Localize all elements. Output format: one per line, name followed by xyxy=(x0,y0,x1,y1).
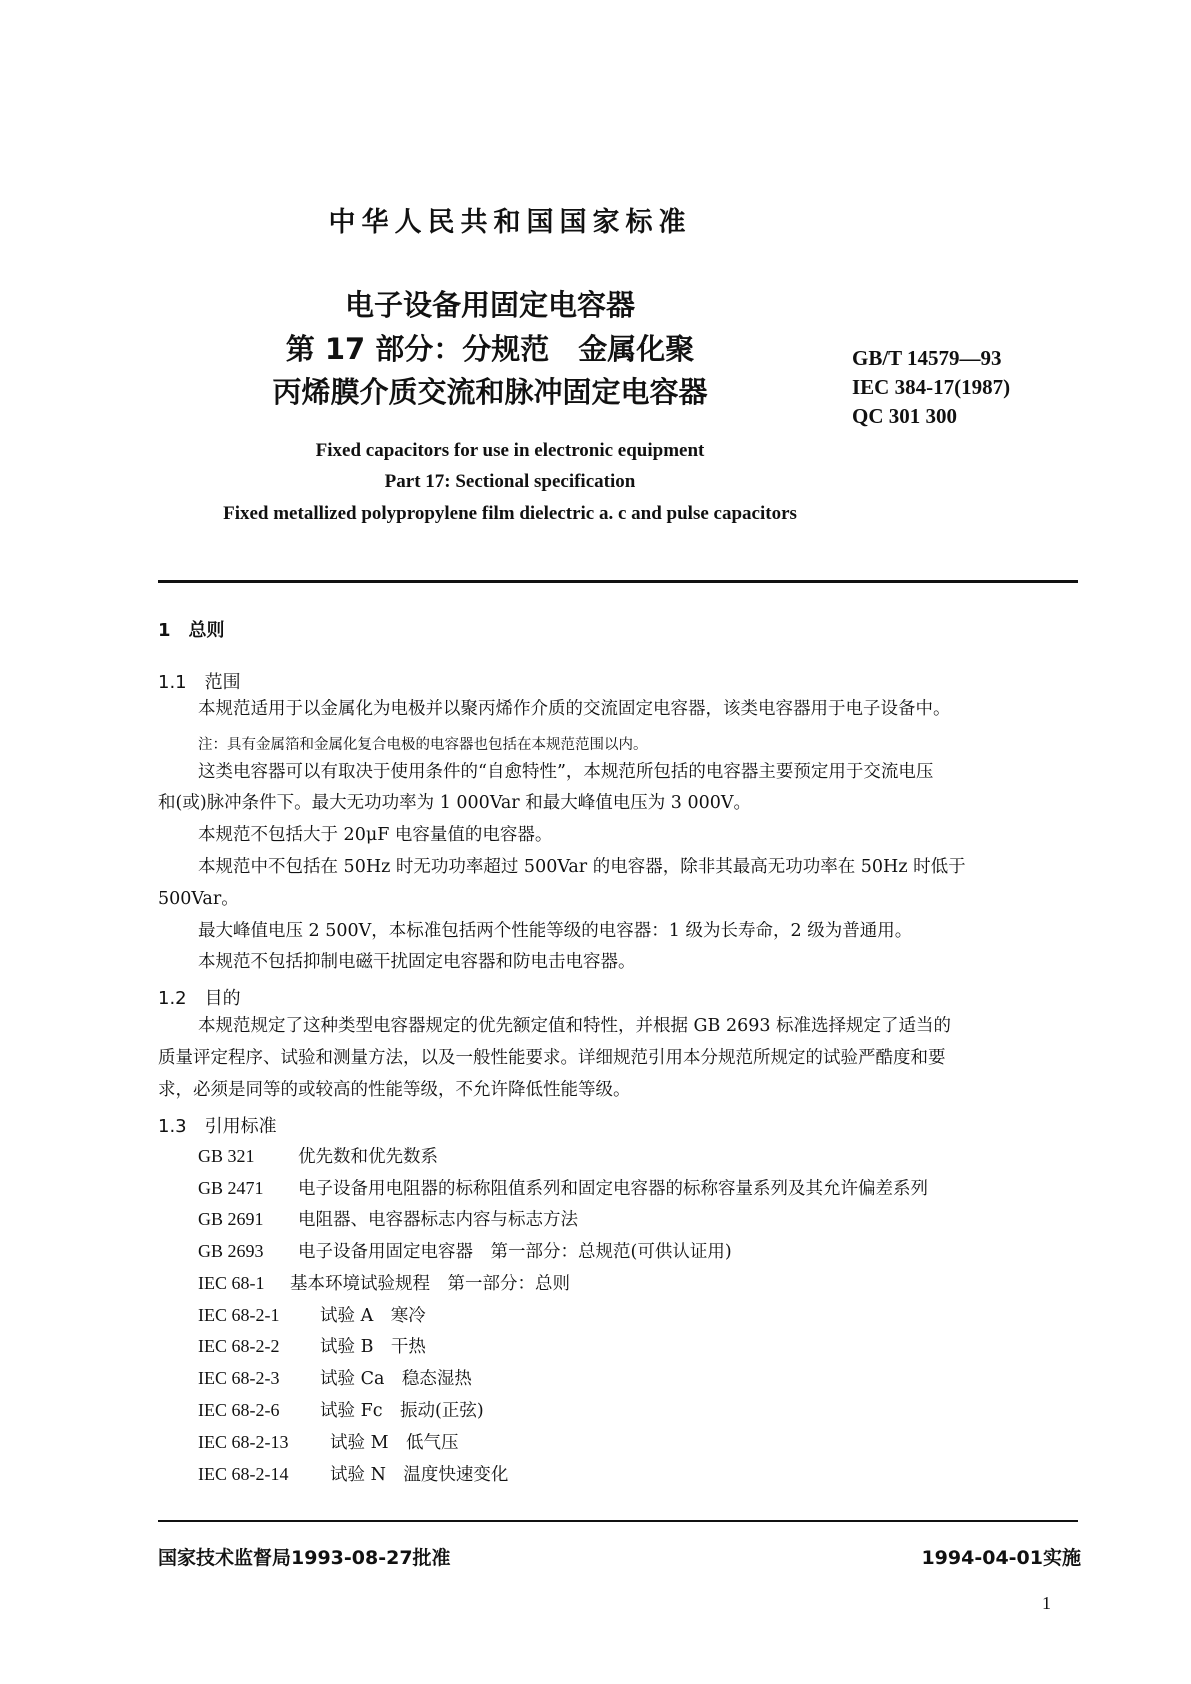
national-standard-heading: 中华人民共和国国家标准 xyxy=(328,207,692,238)
reference-item xyxy=(198,1333,426,1358)
reference-title: 优先数和优先数系 xyxy=(298,1147,438,1167)
page-number: 1 xyxy=(1042,1593,1051,1613)
chinese-title-line-1: 电子设备用固定电容器 xyxy=(344,288,635,322)
reference-title: 试验 B 干热 xyxy=(320,1337,426,1357)
reference-title: 电子设备用固定电容器 第一部分：总规范(可供认证用) xyxy=(298,1242,732,1262)
scope-paragraph-4a: 本规范中不包括在 50Hz 时无功功率超过 500Var 的电容器，除非其最高无功功率在 50Hz 时低于 xyxy=(198,857,966,877)
scope-paragraph-5: 最大峰值电压 2 500V，本标准包括两个性能等级的电容器：1 级为长寿命，2 级为普通用。 xyxy=(198,921,913,941)
scope-note: 注：具有金属箔和金属化复合电极的电容器也包括在本规范范围以内。 xyxy=(198,737,648,753)
reference-item xyxy=(198,1175,928,1200)
section-1-1-heading: 1.1 范围 xyxy=(158,672,241,693)
scope-paragraph-6: 本规范不包括抑制电磁干扰固定电容器和防电击电容器。 xyxy=(198,952,636,972)
purpose-paragraph-a: 本规范规定了这种类型电容器规定的优先额定值和特性，并根据 GB 2693 标准选择规定了适当的 xyxy=(198,1016,952,1036)
reference-item xyxy=(198,1206,578,1231)
purpose-paragraph-c: 求，必须是同等的或较高的性能等级，不允许降低性能等级。 xyxy=(158,1080,631,1100)
reference-item xyxy=(198,1461,508,1486)
reference-code: GB 321 xyxy=(198,1146,255,1166)
reference-code: IEC 68-2-2 xyxy=(198,1336,280,1356)
top-divider xyxy=(158,580,1078,583)
chinese-title-line-2: 第 17 部分：分规范 金属化聚 xyxy=(285,332,695,366)
reference-title: 试验 M 低气压 xyxy=(330,1433,459,1453)
reference-title: 电阻器、电容器标志内容与标志方法 xyxy=(298,1210,578,1230)
section-1-3-heading: 1.3 引用标准 xyxy=(158,1116,277,1137)
english-title-line-2: Part 17: Sectional specification xyxy=(384,471,636,492)
reference-code: IEC 68-1 xyxy=(198,1273,265,1293)
reference-title: 试验 N 温度快速变化 xyxy=(330,1465,509,1485)
reference-code: IEC 68-2-1 xyxy=(198,1305,280,1325)
section-1-heading: 1 总则 xyxy=(158,620,225,641)
section-1-2-heading: 1.2 目的 xyxy=(158,988,241,1009)
english-title-line-1: Fixed capacitors for use in electronic equipment xyxy=(315,440,705,461)
reference-item xyxy=(198,1302,426,1327)
reference-code: IEC 68-2-13 xyxy=(198,1432,289,1452)
reference-code: IEC 68-2-6 xyxy=(198,1400,280,1420)
bottom-divider xyxy=(158,1520,1078,1522)
reference-title: 试验 A 寒冷 xyxy=(320,1306,426,1326)
standard-code-gb: GB/T 14579—93 xyxy=(852,346,1002,370)
purpose-paragraph-b: 质量评定程序、试验和测量方法，以及一般性能要求。详细规范引用本分规范所规定的试验严酷度和要 xyxy=(158,1048,946,1068)
reference-item xyxy=(198,1365,472,1390)
reference-item xyxy=(198,1397,484,1422)
reference-code: GB 2691 xyxy=(198,1209,264,1229)
chinese-title-line-3: 丙烯膜介质交流和脉冲固定电容器 xyxy=(272,375,708,409)
reference-title: 试验 Fc 振动(正弦) xyxy=(320,1401,484,1421)
implementation-date: 1994-04-01实施 xyxy=(921,1547,1081,1569)
reference-title: 电子设备用电阻器的标称阻值系列和固定电容器的标称容量系列及其允许偏差系列 xyxy=(298,1179,928,1199)
reference-item xyxy=(198,1270,570,1295)
scope-paragraph-1: 本规范适用于以金属化为电极并以聚丙烯作介质的交流固定电容器，该类电容器用于电子设备中。 xyxy=(198,699,951,719)
reference-item xyxy=(198,1429,458,1454)
approval-line: 国家技术监督局1993-08-27批准 xyxy=(158,1547,451,1569)
reference-code: GB 2471 xyxy=(198,1178,264,1198)
scope-paragraph-4b: 500Var。 xyxy=(158,889,239,909)
reference-title: 试验 Ca 稳态湿热 xyxy=(320,1369,472,1389)
scope-paragraph-3: 本规范不包括大于 20μF 电容量值的电容器。 xyxy=(198,825,553,845)
reference-title: 基本环境试验规程 第一部分：总则 xyxy=(290,1274,570,1294)
scope-paragraph-2b: 和(或)脉冲条件下。最大无功功率为 1 000Var 和最大峰值电压为 3 000V。 xyxy=(158,793,752,813)
reference-code: IEC 68-2-14 xyxy=(198,1464,289,1484)
reference-code: IEC 68-2-3 xyxy=(198,1368,280,1388)
reference-item xyxy=(198,1143,438,1168)
standard-code-iec: IEC 384-17(1987) xyxy=(852,375,1011,399)
scope-paragraph-2a: 这类电容器可以有取决于使用条件的“自愈特性”，本规范所包括的电容器主要预定用于交流电压 xyxy=(198,762,934,782)
reference-code: GB 2693 xyxy=(198,1241,264,1261)
reference-item xyxy=(198,1238,732,1263)
standard-code-qc: QC 301 300 xyxy=(852,404,957,428)
english-title-line-3: Fixed metallized polypropylene film dielectric a. c and pulse capacitors xyxy=(223,503,797,524)
